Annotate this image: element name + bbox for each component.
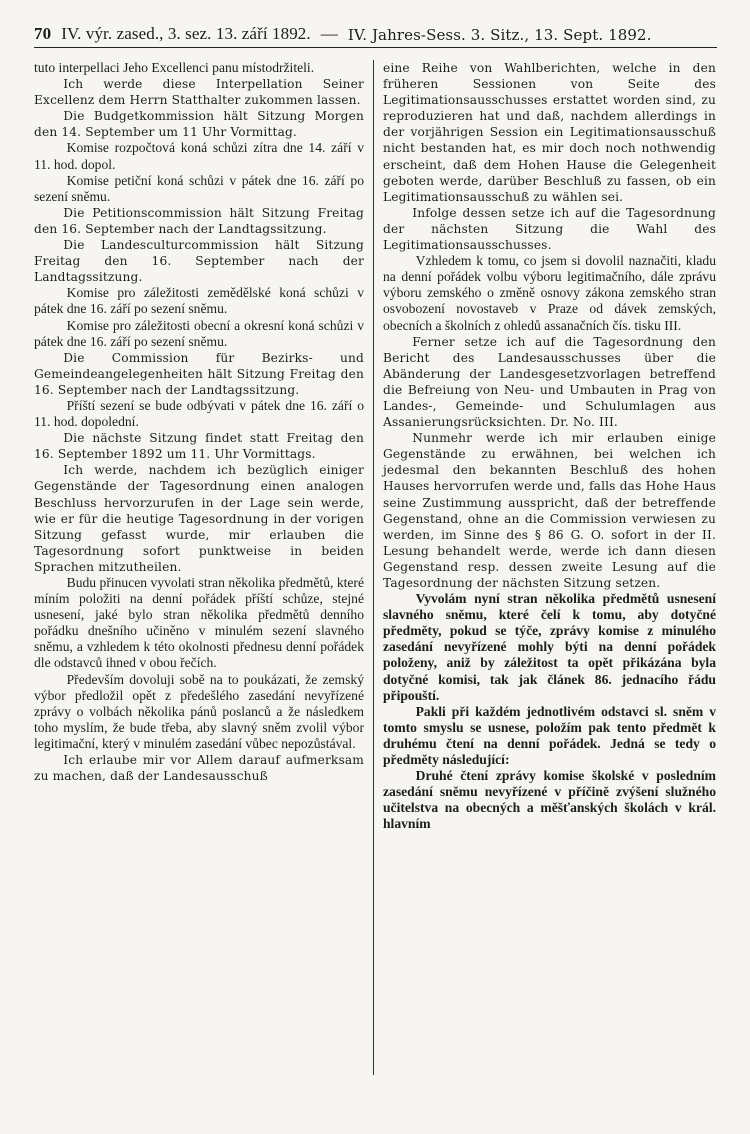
- page-number: 70: [34, 24, 52, 43]
- paragraph-czech: Komise petiční koná schůzi v pátek dne 16. září po sezení sněmu.: [34, 172, 364, 204]
- paragraph-german: Die Petitionscommission hält Sitzung Freitag den 16. September nach der Landtagssitzung.: [34, 205, 364, 236]
- paragraph-german: Ferner setze ich auf die Tagesordnung den Bericht des Landesausschusses über die Abänderung der Landesgesetzvorlagen betreffend die Befreiung von Neu- und Umbauten in Prag von Landes-, Gemeinde- und Schulumlagen aus Assanierungsrücksichten. Dr. No. III.: [383, 334, 716, 430]
- paragraph-german: Ich werde diese Interpellation Seiner Excellenz dem Herrn Statthalter zukommen lassen.: [34, 77, 364, 108]
- paragraph-czech: Komise pro záležitosti zemědělské koná schůzi v pátek dne 16. září po sezení sněmu.: [34, 285, 364, 317]
- paragraph-czech: Především dovoluji sobě na to poukázati, že zemský výbor předložil opět z předešlého zasedání nevyřízené zprávy o volbách několika pánů poslanců a že následkem toho myslím, že bude třeba, aby slavný sněm zvolil výbor legitimační, který v minulém zasedání vůbec nepozůstával.: [34, 671, 364, 751]
- header-rule: [34, 47, 717, 48]
- paragraph-czech: Komise pro záležitosti obecní a okresní koná schůzi v pátek dne 16. září po sezení sněmu.: [34, 317, 364, 349]
- left-column: [34, 60, 364, 784]
- column-divider: [373, 60, 374, 1075]
- paragraph-german: Infolge dessen setze ich auf die Tagesordnung der nächsten Sitzung die Wahl des Legitimationsausschusses.: [383, 205, 716, 253]
- running-header: [34, 16, 714, 44]
- paragraph-german: Nunmehr werde ich mir erlauben einige Gegenstände zu erwähnen, bei welchen ich jedesmal den bekannten Beschluß des hohen Hauses hervorrufen werde und, falls das Hohe Haus seine Zustimmung ausspricht, daß der betreffende Gegenstand, ohne an die Commission verwiesen zu werden, im Sinne des § 86 G. O. sofort in der II. Lesung behandelt werde, werde ich dann diesen Gegenstand resp. dessen zweite Lesung auf die Tagesordnung der nächsten Sitzung setzen.: [383, 431, 716, 590]
- paragraph-czech: Druhé čtení zprávy komise školské v posledním zasedání sněmu nevyřízené v příčině zvýšení služného učitelstva na obecných a měšťanských školách v král. hlavním: [383, 768, 716, 832]
- paragraph-czech: Vzhledem k tomu, co jsem si dovolil naznačiti, kladu na denní pořádek volbu výboru legitimačního, dále zprávu výboru zemského o změně osnovy zákona zemského stran osvobození novostaveb v Praze od dávek zemských, obecních a školních z ohledů assanačních čís. tisku III.: [383, 253, 716, 333]
- paragraph-german: Die nächste Sitzung findet statt Freitag den 16. September 1892 um 11. Uhr Vormittags.: [34, 431, 364, 462]
- paragraph-czech: Příští sezení se bude odbývati v pátek dne 16. září o 11. hod. dopolední.: [34, 397, 364, 430]
- paragraph-czech: Budu přinucen vyvolati stran několika předmětů, které míním položiti na denní pořádek příští schůze, stejné usnesení, jaké bylo stran několika předmětů denního pořádku dnešního učiněno v minulém sezení slavného sněmu, a vzhledem k této okolnosti přednesu denní pořádek dle odstavců ihned v obou řečích.: [34, 575, 364, 671]
- paragraph-czech: Vyvolám nyní stran několika předmětů usnesení slavného sněmu, které čelí k tomu, aby dotyčné předměty, pokud se týče, zprávy komise z minulého zasedání nevyřízené mohly býti na denní pořádek položeny, aniž by záležitost ta opět přikázána byla dotyčné komisi, tak jak článek 86. jednacího řádu připouští.: [383, 591, 716, 703]
- paragraph-czech: Pakli při každém jednotlivém odstavci sl. sněm v tomto smyslu se usnese, položím pak tento předmět k druhému čtení na denní pořádek. Jedná se tedy o předměty následující:: [383, 703, 716, 768]
- header-czech: IV. výr. zased., 3. sez. 13. září 1892.: [61, 24, 311, 43]
- paragraph-german: Die Landesculturcommission hält Sitzung Freitag den 16. September nach der Landtagssitzung.: [34, 238, 364, 285]
- paragraph-german: Ich werde, nachdem ich bezüglich einiger Gegenstände der Tagesordnung einen analogen Beschluss hervorzurufen in der Lage sein werde, wie er für die heutige Tagesordnung in der vorigen Sitzung gefasst wurde, mir erlauben die Tagesordnung sofort punktweise in beiden Sprachen mitzutheilen.: [34, 463, 364, 574]
- header-separator: —: [320, 24, 338, 43]
- paragraph-german: Die Budgetkommission hält Sitzung Morgen den 14. September um 11 Uhr Vormittag.: [34, 109, 364, 140]
- paragraph-czech: tuto interpellaci Jeho Excellenci panu místodržiteli.: [34, 60, 315, 75]
- paragraph-german: eine Reihe von Wahlberichten, welche in den früheren Sessionen von Seite des Legitimationsausschusses erstattet worden sind, zu reproduzieren hat und daß, nachdem allerdings in der vorjährigen Session ein Legitimationsausschuß nicht bestanden hat, es mir doch noch nothwendig erscheint, daß dem Hohen Hause die Gelegenheit geboten werde, darüber Beschluß zu fassen, ob ein Legitimationsausschuß zu wählen sei.: [383, 61, 716, 204]
- header-german: IV. Jahres-Sess. 3. Sitz., 13. Sept. 1892.: [347, 26, 652, 44]
- paragraph-german: Ich erlaube mir vor Allem darauf aufmerksam zu machen, daß der Landesausschuß: [34, 753, 364, 784]
- paragraph-german: Die Commission für Bezirks- und Gemeindeangelegenheiten hält Sitzung Freitag den 16. September nach der Landtagssitzung.: [34, 350, 364, 397]
- paragraph-czech: Komise rozpočtová koná schůzi zítra dne 14. září v 11. hod. dopol.: [34, 140, 364, 172]
- right-column: [383, 60, 716, 833]
